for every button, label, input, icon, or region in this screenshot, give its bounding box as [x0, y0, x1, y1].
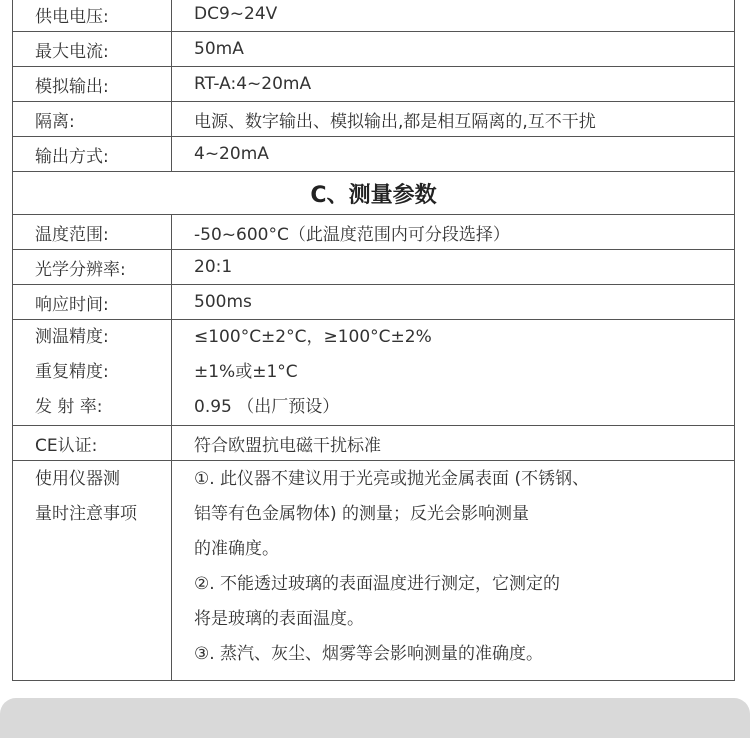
accuracy-value: 0.95 （出厂预设）	[194, 397, 340, 417]
notes-label	[13, 461, 172, 681]
table-row	[13, 250, 735, 285]
notes-line: ②. 不能透过玻璃的表面温度进行测定，它测定的	[194, 574, 561, 594]
bottom-panel	[0, 698, 750, 738]
accuracy-label: 测温精度:	[35, 327, 109, 347]
row-value: 符合欧盟抗电磁干扰标准	[172, 426, 735, 461]
table-row	[13, 102, 735, 137]
notes-content	[172, 461, 735, 681]
table-row	[13, 137, 735, 172]
notes-line: ①. 此仪器不建议用于光亮或抛光金属表面 (不锈钢、	[194, 469, 590, 489]
row-label: 光学分辨率:	[13, 250, 172, 285]
table-row	[13, 215, 735, 250]
row-label: 响应时间:	[13, 285, 172, 320]
section-title: C、测量参数	[13, 172, 735, 215]
notes-line: ③. 蒸汽、灰尘、烟雾等会影响测量的准确度。	[194, 644, 544, 664]
table-row	[13, 32, 735, 67]
row-value: -50~600°C（此温度范围内可分段选择）	[172, 215, 735, 250]
notes-row	[13, 461, 735, 681]
row-value: DC9~24V	[172, 0, 735, 32]
notes-line: 将是玻璃的表面温度。	[194, 609, 364, 629]
row-value: 50mA	[172, 32, 735, 67]
row-value: 20:1	[172, 250, 735, 285]
notes-label-line: 使用仪器测	[35, 469, 120, 489]
accuracy-value: ±1%或±1°C	[194, 362, 298, 382]
row-label: 最大电流:	[13, 32, 172, 67]
notes-label-line: 量时注意事项	[35, 504, 137, 524]
table-row	[13, 67, 735, 102]
notes-line: 铝等有色金属物体) 的测量；反光会影响测量	[194, 504, 530, 524]
row-label: CE认证:	[13, 426, 172, 461]
row-label: 输出方式:	[13, 137, 172, 172]
section-row	[13, 172, 735, 215]
notes-line: 的准确度。	[194, 539, 279, 559]
row-value: 电源、数字输出、模拟输出,都是相互隔离的,互不干扰	[172, 102, 735, 137]
table-row	[13, 0, 735, 32]
row-value: 500ms	[172, 285, 735, 320]
accuracy-values	[172, 320, 735, 426]
table-row	[13, 426, 735, 461]
accuracy-value: ≤100°C±2°C，≥100°C±2%	[194, 327, 432, 347]
table-row	[13, 285, 735, 320]
accuracy-label: 发 射 率:	[35, 397, 103, 417]
spec-table	[12, 0, 735, 681]
accuracy-labels	[13, 320, 172, 426]
row-value: RT-A:4~20mA	[172, 67, 735, 102]
row-label: 模拟输出:	[13, 67, 172, 102]
row-label: 温度范围:	[13, 215, 172, 250]
row-label: 隔离:	[13, 102, 172, 137]
row-value: 4~20mA	[172, 137, 735, 172]
accuracy-label: 重复精度:	[35, 362, 109, 382]
accuracy-row	[13, 320, 735, 426]
row-label: 供电电压:	[13, 0, 172, 32]
